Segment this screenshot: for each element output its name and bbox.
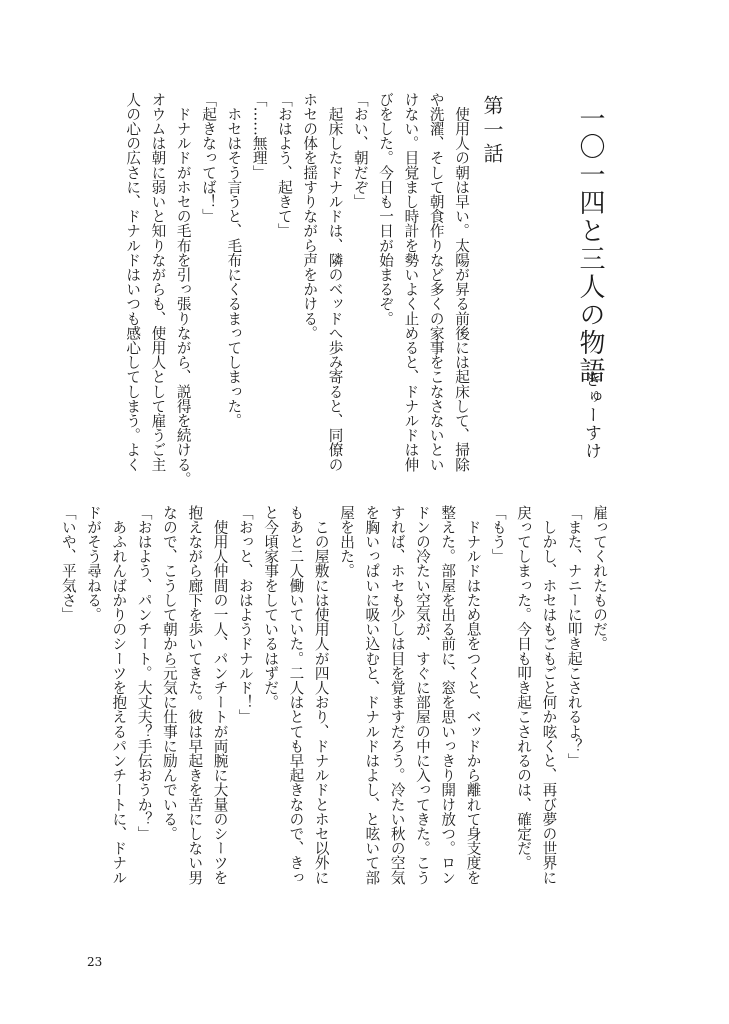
- text-line: 「また、ナニーに叩き起こされるよ？」: [565, 505, 583, 768]
- page-number: 23: [87, 955, 103, 969]
- text-line: びをした。今日も一日が始まるぞ。: [377, 92, 395, 326]
- text-line: 使用人の朝は早い。太陽が昇る前後には起床して、掃除: [453, 92, 470, 472]
- story-title: 一〇一四と三人の物語: [575, 105, 605, 385]
- text-line: 使用人仲間の一人、パンチートが両腕に大量のシーツを: [211, 505, 229, 885]
- text-line: ドナルドはため息をつくと、ベッドから離れて身支度を: [464, 505, 482, 885]
- text-line: もあと二人働いていた。二人はとても早起きなので、きっ: [287, 505, 305, 885]
- author-name: きゅーすけ: [581, 370, 601, 460]
- text-line: 雇ってくれたものだ。: [591, 505, 608, 651]
- text-line: ホセの体を揺すりながら声をかける。: [301, 92, 319, 341]
- text-line: 「おはよう、起きて」: [275, 92, 293, 238]
- text-line: 人の心の広さに、ドナルドはいつも感心してしまう。よく: [124, 92, 142, 472]
- text-line: あふれんばかりのシーツを抱えるパンチートに、ドナル: [110, 505, 128, 885]
- text-line: 起床したドナルドは、隣のベッドへ歩み寄ると、同僚の: [326, 92, 344, 472]
- text-line: ドンの冷たい空気が、すぐに部屋の中に入ってきた。こう: [413, 505, 431, 885]
- text-line: 抱えながら廊下を歩いてきた。彼は早起きを苦にしない男: [186, 505, 204, 885]
- text-line: 戻ってしまった。今日も叩き起こされるのは、確定だ。: [515, 505, 533, 870]
- text-line: すれば、ホセも少しは目を覚ますだろう。冷たい秋の空気: [388, 505, 406, 885]
- text-line: この屋敷には使用人が四人おり、ドナルドとホセ以外に: [312, 505, 330, 885]
- top-text-column: [120, 92, 474, 507]
- chapter-heading: 第一話: [480, 95, 504, 167]
- text-line: 「おっと、おはようドナルド！」: [236, 505, 254, 724]
- bottom-text-column: [55, 505, 612, 920]
- text-line: 「おい、朝だぞ」: [351, 92, 369, 209]
- text-line: 「いや、平気さ」: [59, 505, 77, 622]
- text-line: 「おはよう、パンチート。大丈夫？手伝おうか？」: [135, 505, 153, 841]
- text-line: ドがそう尋ねる。: [85, 505, 103, 622]
- text-line: や洗濯、そして朝食作りなど多くの家事をこなさないとい: [427, 92, 445, 472]
- text-line: しかし、ホセはもごもごと何か呟くと、再び夢の世界に: [540, 505, 558, 885]
- text-line: 屋を出た。: [338, 505, 356, 578]
- text-line: を胸いっぱいに吸い込むと、ドナルドはよし、と呟いて部: [363, 505, 381, 885]
- text-line: 「起きなってば！」: [200, 92, 218, 224]
- text-line: 「……無理」: [250, 92, 268, 180]
- text-line: 整えた。部屋を出る前に、窓を思いっきり開け放つ。ロン: [439, 505, 457, 885]
- text-line: と今頃家事をしているはずだ。: [262, 505, 280, 710]
- text-line: ホセはそう言うと、毛布にくるまってしまった。: [225, 92, 243, 428]
- text-line: なので、こうして朝から元気に仕事に励んでいる。: [160, 505, 178, 841]
- text-line: 「もう」: [489, 505, 507, 564]
- text-line: けない。目覚まし時計を勢いよく止めると、ドナルドは伸: [402, 92, 420, 472]
- text-line: オウムは朝に弱いと知りながらも、使用人として雇うご主: [149, 92, 167, 472]
- text-line: ドナルドがホセの毛布を引っ張りながら、説得を続ける。: [174, 92, 192, 487]
